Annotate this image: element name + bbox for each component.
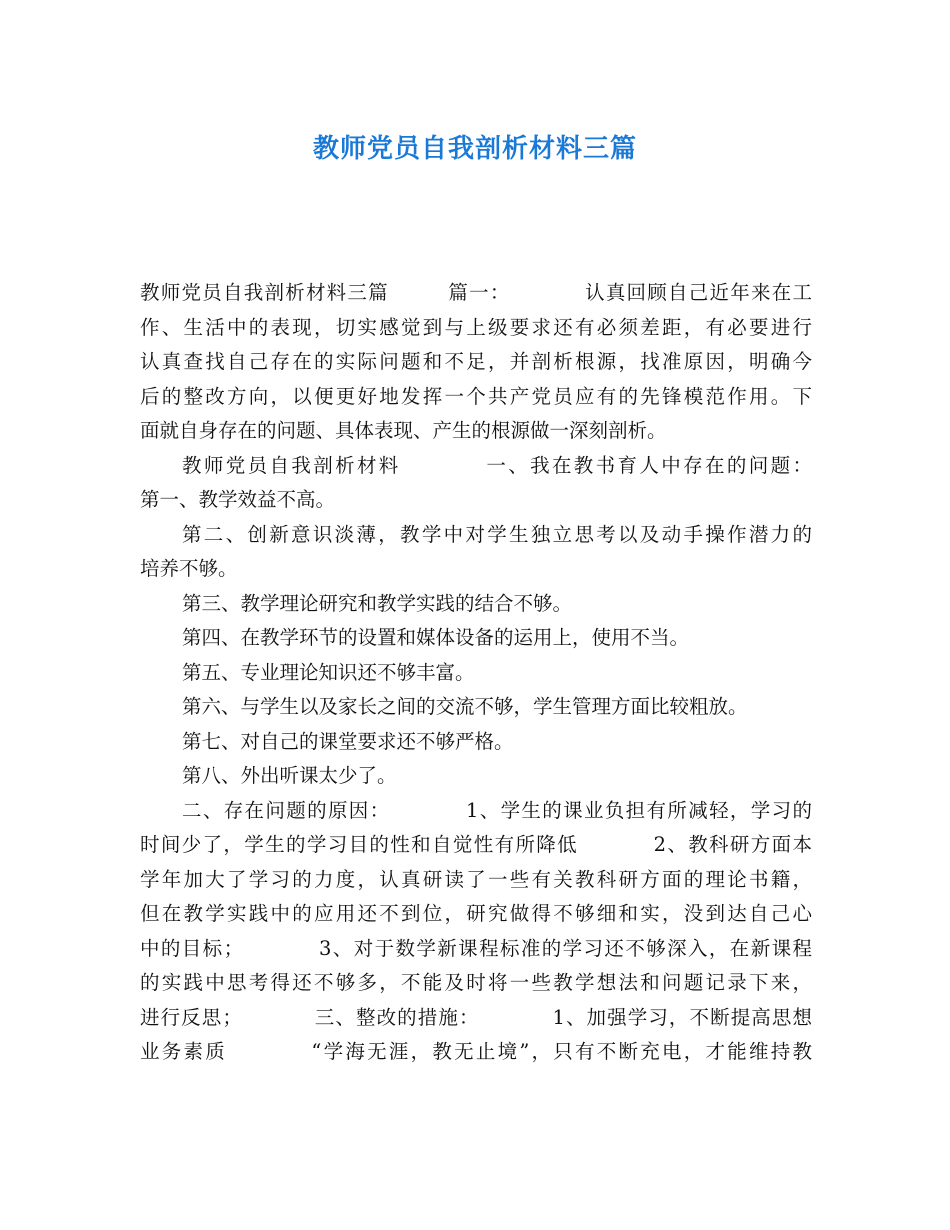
- body-line: 业务素质 “学海无涯，教无止境”，只有不断充电，才能维持教: [140, 1040, 812, 1063]
- document-title: 教师党员自我剖析材料三篇: [312, 134, 637, 164]
- body-line: 后的整改方向，以便更好地发挥一个共产党员应有的先锋模范作用。下: [140, 384, 812, 408]
- body-line: 时间少了，学生的学习目的性和自觉性有所降低 2、教科研方面本: [140, 833, 812, 856]
- body-line: 第八、外出听课太少了。: [182, 764, 397, 787]
- body-line: 中的目标； 3、对于数学新课程标准的学习还不够深入，在新课程: [140, 936, 812, 960]
- body-line: 认真查找自己存在的实际问题和不足，并剖析根源，找准原因，明确今: [140, 350, 812, 373]
- body-line: 第五、专业理论知识还不够丰富。: [182, 660, 475, 684]
- body-line: 第七、对自己的课堂要求还不够严格。: [182, 729, 514, 753]
- body-line: 的实践中思考得还不够多，不能及时将一些教学想法和问题记录下来，: [140, 971, 812, 994]
- body-line: 二、存在问题的原因： 1、学生的课业负担有所减轻，学习的: [182, 798, 812, 822]
- body-line: 第二、创新意识淡薄，教学中对学生独立思考以及动手操作潜力的: [182, 522, 812, 546]
- body-line: 第四、在教学环节的设置和媒体设备的运用上，使用不当。: [182, 626, 690, 649]
- body-line: 教师党员自我剖析材料三篇 篇一： 认真回顾自己近年来在工: [140, 281, 812, 304]
- body-line: 作、生活中的表现，切实感觉到与上级要求还有必须差距，有必要进行: [140, 315, 812, 339]
- body-line: 第一、教学效益不高。: [140, 488, 336, 511]
- document-body: [140, 276, 812, 1070]
- body-line: 但在教学实践中的应用还不到位，研究做得不够细和实，没到达自己心: [140, 902, 812, 925]
- body-line: 第六、与学生以及家长之间的交流不够，学生管理方面比较粗放。: [182, 695, 748, 718]
- body-line: 培养不够。: [140, 557, 238, 580]
- body-line: 学年加大了学习的力度，认真研读了一些有关教科研方面的理论书籍，: [140, 867, 812, 891]
- body-line: 教师党员自我剖析材料 一、我在教书育人中存在的问题：: [182, 453, 812, 477]
- body-line: 进行反思； 三、整改的措施： 1、加强学习，不断提高思想: [140, 1005, 812, 1029]
- body-line: 面就自身存在的问题、具体表现、产生的根源做一深刻剖析。: [140, 419, 667, 442]
- body-line: 第三、教学理论研究和教学实践的结合不够。: [182, 591, 573, 615]
